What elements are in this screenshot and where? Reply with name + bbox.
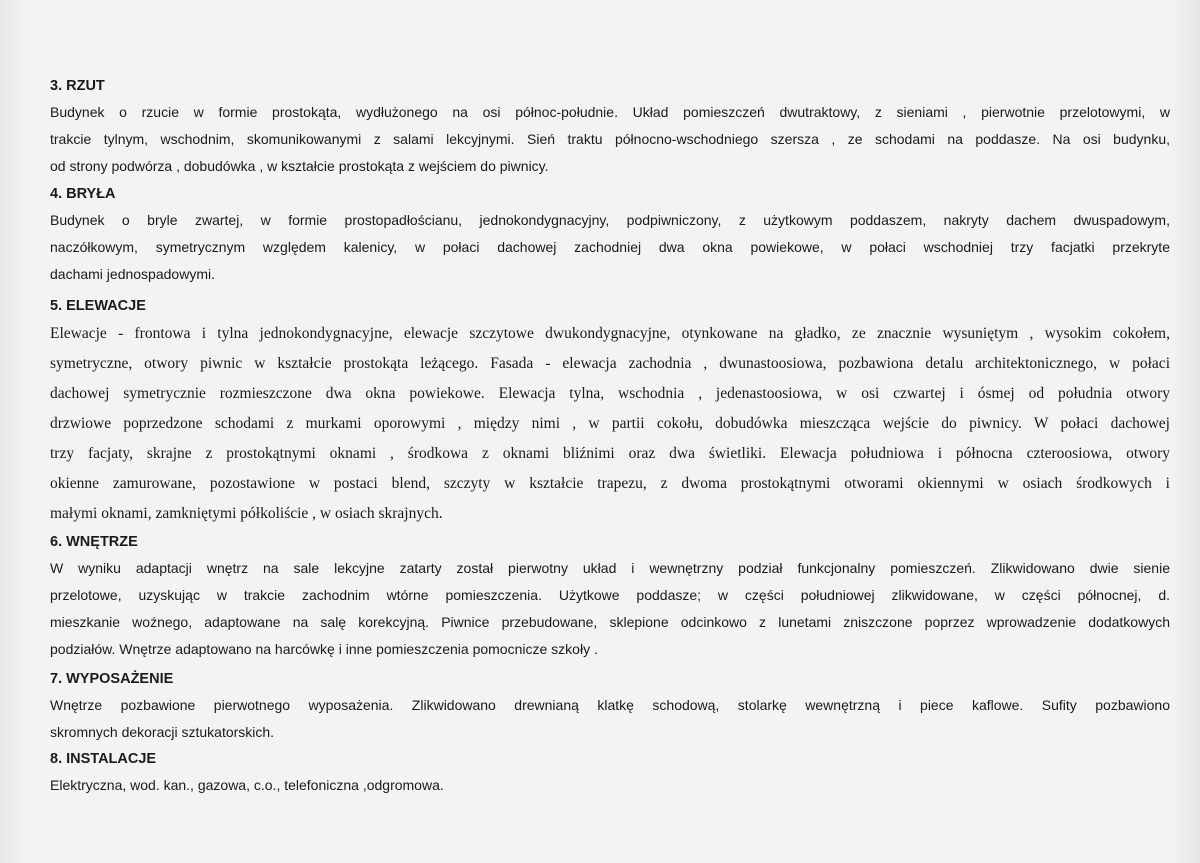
text-line: Budynek o rzucie w formie prostokąta, wydłużonego na osi północ-południe. Układ pomieszczeń dwutraktowy, z sieniami , pierwotnie przelotowymi, w bbox=[50, 104, 1170, 120]
text-line: dachowej symetrycznie rozmieszczone dwa okna powiekowe. Elewacja tylna, wschodnia , jedenastoosiowa, w osi czwartej i ósmej od południa otwory bbox=[50, 385, 1170, 402]
section-instalacje bbox=[50, 746, 1170, 799]
text-line: Elektryczna, wod. kan., gazowa, c.o., telefoniczna ,odgromowa. bbox=[50, 777, 444, 793]
text-line: symetryczne, otwory piwnic w kształcie prostokąta leżącego. Fasada - elewacja zachodnia , dwunastoosiowa, pozbawiona detalu architektonicznego, w połaci bbox=[50, 355, 1170, 372]
text-line: Budynek o bryle zwartej, w formie prostopadłościanu, jednokondygnacyjny, podpiwniczony, z użytkowym poddaszem, nakryty dachem dwuspadowym, bbox=[50, 212, 1170, 228]
section-heading: 6. WNĘTRZE bbox=[50, 534, 138, 550]
text-line: dachami jednospadowymi. bbox=[50, 266, 215, 282]
section-heading: 7. WYPOSAŻENIE bbox=[50, 671, 174, 687]
text-line: okienne zamurowane, pozostawione w postaci blend, szczyty w kształcie trapezu, z dwoma prostokątnymi otworami okiennymi w osiach środkowych i bbox=[50, 475, 1170, 492]
text-line: od strony podwórza , dobudówka , w kształcie prostokąta z wejściem do piwnicy. bbox=[50, 158, 549, 174]
section-elewacje bbox=[50, 293, 1170, 529]
text-line: skromnych dekoracji sztukatorskich. bbox=[50, 724, 275, 740]
text-line: trzy facjaty, skrajne z prostokątnymi oknami , środkowa z oknami bliźnimi oraz dwa świetliki. Elewacja południowa i północna czteroosiowa, otwory bbox=[50, 445, 1170, 462]
section-wnetrze bbox=[50, 529, 1170, 663]
section-heading: 4. BRYŁA bbox=[50, 186, 116, 202]
section-wyposazenie bbox=[50, 666, 1170, 746]
text-line: naczółkowym, symetrycznym względem kalenicy, w połaci dachowej zachodniej dwa okna powiekowe, w połaci wschodniej trzy facjatki przekryte bbox=[50, 239, 1170, 255]
text-line: przelotowe, uzyskując w trakcie zachodnim wtórne pomieszczenia. Użytkowe poddasze; w części południowej zlikwidowane, w części północnej, d. bbox=[50, 587, 1170, 603]
section-rzut bbox=[50, 73, 1170, 180]
text-line: drzwiowe poprzedzone schodami z murkami oporowymi , między nimi , w partii cokołu, dobudówka mieszcząca wejście do piwnicy. W połaci dachowej bbox=[50, 415, 1170, 432]
text-line: podziałów. Wnętrze adaptowano na harcówkę i inne pomieszczenia pomocnicze szkoły . bbox=[50, 641, 598, 657]
section-heading: 3. RZUT bbox=[50, 78, 105, 94]
text-line: Elewacje - frontowa i tylna jednokondygnacyjne, elewacje szczytowe dwukondygnacyjne, otynkowane na gładko, ze znacznie wysuniętym , wysokim cokołem, bbox=[50, 325, 1170, 342]
section-bryla bbox=[50, 181, 1170, 288]
text-line: Wnętrze pozbawione pierwotnego wyposażenia. Zlikwidowano drewnianą klatkę schodową, stolarkę wewnętrzną i piece kaflowe. Sufity pozbawiono bbox=[50, 697, 1170, 713]
section-heading: 8. INSTALACJE bbox=[50, 751, 157, 767]
text-line: W wyniku adaptacji wnętrz na sale lekcyjne zatarty został pierwotny układ i wewnętrzny podział funkcjonalny pomieszczeń. Zlikwidowano dwie sienie bbox=[50, 560, 1170, 576]
text-line: trakcie tylnym, wschodnim, skomunikowanymi z salami lekcyjnymi. Sień traktu północno-wschodniego szersza , ze schodami na poddasze. Na osi budynku, bbox=[50, 131, 1170, 147]
text-line: mieszkanie woźnego, adaptowane na salę korekcyjną. Piwnice przebudowane, sklepione odcinkowo z lunetami zniszczone poprzez wprowadzenie dodatkowych bbox=[50, 614, 1170, 630]
text-line: małymi oknami, zamkniętymi półkoliście , w osiach skrajnych. bbox=[50, 505, 443, 522]
section-heading: 5. ELEWACJE bbox=[50, 298, 146, 314]
